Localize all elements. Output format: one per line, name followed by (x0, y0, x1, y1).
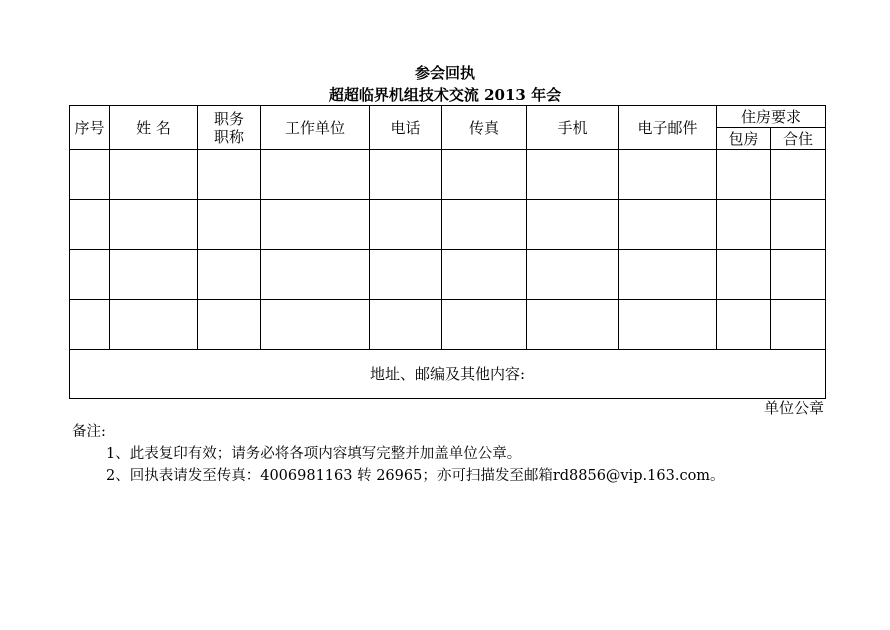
cell-single-room[interactable] (717, 200, 771, 250)
cell-name[interactable] (110, 200, 198, 250)
table-row (70, 300, 826, 350)
table-header-row (70, 106, 826, 128)
cell-name[interactable] (110, 300, 198, 350)
header-shared-room: 合住 (771, 128, 826, 150)
cell-single-room[interactable] (717, 150, 771, 200)
cell-email[interactable] (619, 200, 717, 250)
cell-shared-room[interactable] (771, 300, 826, 350)
cell-position[interactable] (198, 250, 261, 300)
registration-table (69, 105, 826, 399)
header-mobile: 手机 (527, 106, 619, 150)
cell-workplace[interactable] (261, 250, 370, 300)
note-item: 1、此表复印有效；请务必将各项内容填写完整并加盖单位公章。 (106, 446, 522, 462)
header-name: 姓 名 (110, 106, 198, 150)
cell-single-room[interactable] (717, 300, 771, 350)
cell-fax[interactable] (442, 250, 527, 300)
cell-shared-room[interactable] (771, 200, 826, 250)
cell-fax[interactable] (442, 200, 527, 250)
cell-position[interactable] (198, 300, 261, 350)
note-item: 2、回执表请发至传真：4006981163 转 26965；亦可扫描发至邮箱rd8856@vip.163.com。 (106, 468, 725, 484)
header-housing: 住房要求 (717, 106, 826, 128)
cell-position[interactable] (198, 150, 261, 200)
header-phone: 电话 (370, 106, 442, 150)
cell-workplace[interactable] (261, 200, 370, 250)
cell-name[interactable] (110, 250, 198, 300)
cell-phone[interactable] (370, 150, 442, 200)
cell-mobile[interactable] (527, 150, 619, 200)
table-row (70, 150, 826, 200)
cell-phone[interactable] (370, 250, 442, 300)
cell-mobile[interactable] (527, 200, 619, 250)
cell-fax[interactable] (442, 150, 527, 200)
cell-fax[interactable] (442, 300, 527, 350)
cell-single-room[interactable] (717, 250, 771, 300)
seal-label: 单位公章 (763, 399, 824, 417)
notes-heading: 备注: (72, 424, 106, 440)
header-position (198, 106, 261, 150)
table-row (70, 250, 826, 300)
notes-section (72, 421, 725, 487)
cell-email[interactable] (619, 150, 717, 200)
cell-phone[interactable] (370, 300, 442, 350)
cell-email[interactable] (619, 250, 717, 300)
header-seq: 序号 (70, 106, 110, 150)
header-position-line2: 职称 (213, 127, 244, 146)
header-fax: 传真 (442, 106, 527, 150)
cell-workplace[interactable] (261, 300, 370, 350)
header-single-room: 包房 (717, 128, 771, 150)
cell-shared-room[interactable] (771, 150, 826, 200)
header-email: 电子邮件 (619, 106, 717, 150)
cell-seq[interactable] (70, 200, 110, 250)
address-field[interactable]: 地址、邮编及其他内容: (70, 350, 826, 399)
cell-seq[interactable] (70, 150, 110, 200)
cell-phone[interactable] (370, 200, 442, 250)
cell-name[interactable] (110, 150, 198, 200)
form-title: 参会回执 (414, 64, 475, 82)
cell-seq[interactable] (70, 250, 110, 300)
cell-mobile[interactable] (527, 300, 619, 350)
cell-seq[interactable] (70, 300, 110, 350)
cell-email[interactable] (619, 300, 717, 350)
cell-shared-room[interactable] (771, 250, 826, 300)
form-subtitle: 超超临界机组技术交流 2013 年会 (328, 86, 562, 104)
table-row (70, 200, 826, 250)
header-workplace: 工作单位 (261, 106, 370, 150)
cell-mobile[interactable] (527, 250, 619, 300)
header-position-line1: 职务 (213, 109, 244, 128)
address-row (70, 350, 826, 399)
cell-workplace[interactable] (261, 150, 370, 200)
cell-position[interactable] (198, 200, 261, 250)
